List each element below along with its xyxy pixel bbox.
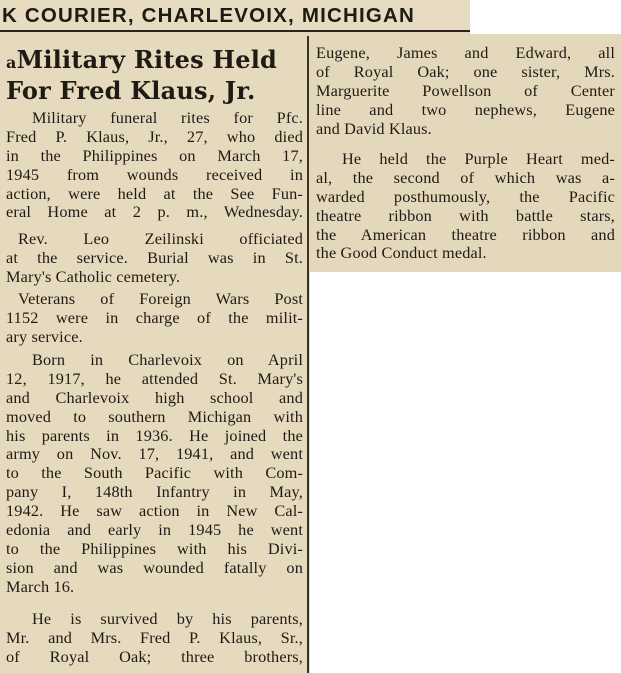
text-line: Mary's Catholic cemetery. bbox=[6, 267, 181, 286]
column-rule bbox=[307, 36, 309, 673]
text-line: edonia and early in 1945 he went bbox=[6, 521, 303, 540]
text-line: theatre ribbon with battle stars, bbox=[316, 206, 615, 225]
text-line: March 16. bbox=[6, 577, 75, 596]
text-line: of Royal Oak; one sister, Mrs. bbox=[316, 62, 615, 81]
headline-line-2: For Fred Klaus, Jr. bbox=[6, 76, 256, 105]
masthead: K COURIER, CHARLEVOIX, MICHIGAN bbox=[0, 0, 470, 32]
text-line: and Charlevoix high school and bbox=[6, 388, 303, 407]
text-line: to the South Pacific with Com- bbox=[6, 464, 303, 483]
text-line: Mr. and Mrs. Fred P. Klaus, Sr., bbox=[6, 628, 303, 647]
headline-line-1: aMilitary Rites Held bbox=[6, 45, 278, 74]
paragraph-survivors-continued bbox=[316, 44, 615, 138]
paragraph-service bbox=[6, 230, 303, 287]
paragraph-medals bbox=[316, 150, 615, 263]
text-line: and David Klaus. bbox=[316, 119, 432, 138]
text-line: at the service. Burial was in St. bbox=[6, 248, 303, 267]
text-line: army on Nov. 17, 1941, and went bbox=[6, 445, 303, 464]
text-line: Rev. Leo Zeilinski officiated bbox=[18, 230, 303, 248]
text-line: action, were held at the See Fun- bbox=[6, 184, 303, 203]
paragraph-biography bbox=[6, 351, 303, 597]
text-line: to the Philippines with his Divi- bbox=[6, 539, 303, 558]
text-line: the Good Conduct medal. bbox=[316, 244, 487, 263]
paragraph-survivors bbox=[6, 610, 303, 667]
text-line: 1945 from wounds received in bbox=[6, 165, 303, 184]
text-line: He is survived by his parents, bbox=[32, 610, 303, 628]
text-line: Veterans of Foreign Wars Post bbox=[18, 290, 303, 308]
text-line: 1942. He saw action in New Cal- bbox=[6, 502, 303, 521]
text-line: of Royal Oak; three brothers, bbox=[6, 647, 303, 666]
text-line: sion and was wounded fatally on bbox=[6, 558, 303, 577]
text-line: in the Philippines on March 17, bbox=[6, 146, 303, 165]
text-line: the American theatre ribbon and bbox=[316, 225, 615, 244]
text-line: Fred P. Klaus, Jr., 27, who died bbox=[6, 127, 303, 146]
blank-area bbox=[310, 272, 621, 673]
headline bbox=[6, 46, 306, 105]
text-line: line and two nephews, Eugene bbox=[316, 100, 615, 119]
text-line: his parents in 1936. He joined the bbox=[6, 426, 303, 445]
text-line: moved to southern Michigan with bbox=[6, 407, 303, 426]
paragraph-funeral-rites bbox=[6, 109, 303, 222]
text-line: Military funeral rites for Pfc. bbox=[32, 109, 303, 127]
text-line: 12, 1917, he attended St. Mary's bbox=[6, 369, 303, 388]
text-line: al, the second of which was a- bbox=[316, 168, 615, 187]
text-line: Eugene, James and Edward, all bbox=[316, 44, 615, 62]
blank-margin bbox=[470, 0, 621, 34]
text-line: eral Home at 2 p. m., Wednesday. bbox=[6, 203, 303, 222]
text-line: warded posthumously, the Pacific bbox=[316, 187, 615, 206]
text-line: Born in Charlevoix on April bbox=[32, 351, 303, 369]
text-line: 1152 were in charge of the milit- bbox=[6, 308, 303, 327]
text-line: He held the Purple Heart med- bbox=[342, 150, 615, 168]
text-line: pany I, 148th Infantry in May, bbox=[6, 483, 303, 502]
paragraph-veterans bbox=[6, 290, 303, 347]
text-line: Marguerite Powellson of Center bbox=[316, 81, 615, 100]
text-line: ary service. bbox=[6, 327, 83, 346]
